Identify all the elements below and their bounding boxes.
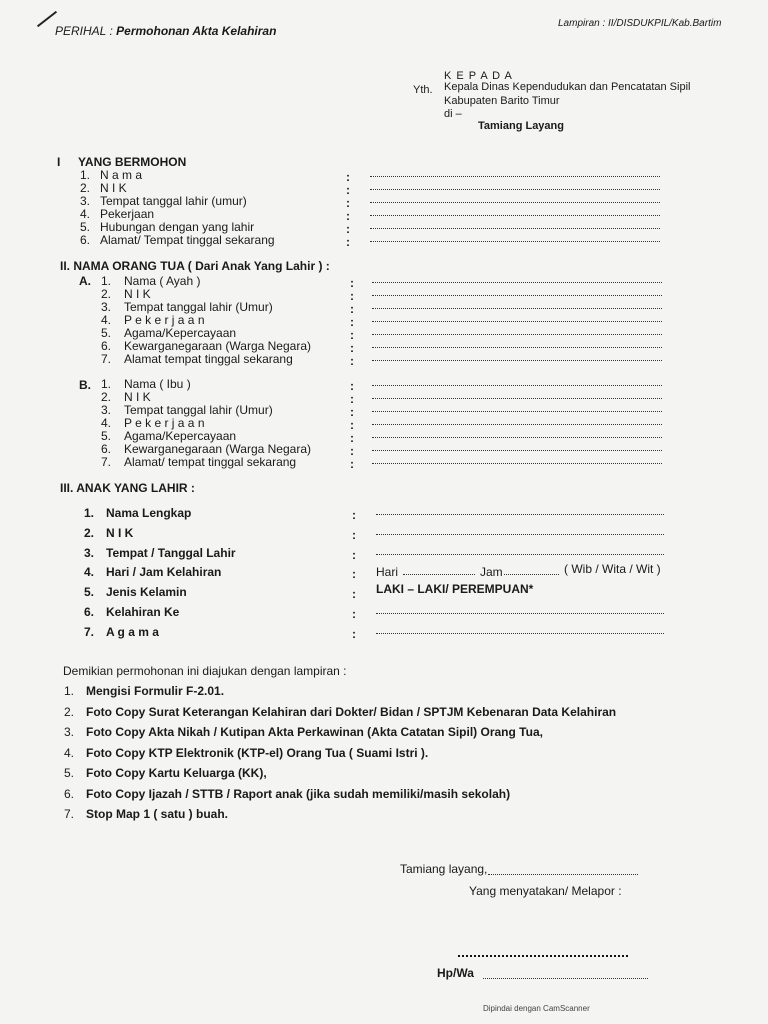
applicant-6-input[interactable] — [370, 241, 660, 242]
yth-label: Yth. — [413, 84, 433, 96]
applicant-1-label: N a m a — [100, 168, 143, 182]
birth-time-input[interactable] — [504, 574, 559, 575]
child-3-label: Tempat / Tanggal Lahir — [106, 545, 236, 560]
child-5-num: 5. — [84, 585, 95, 600]
mother-5-input[interactable] — [372, 437, 662, 438]
colon: : — [346, 222, 350, 236]
attachments-intro: Demikian permohonan ini diajukan dengan lampiran : — [63, 664, 347, 678]
father-4-label: P e k e r j a a n — [124, 313, 205, 327]
father-5-num: 5. — [101, 326, 112, 340]
colon: : — [346, 235, 350, 249]
applicant-6-label: Alamat/ Tempat tinggal sekarang — [100, 233, 275, 247]
attachment-item: Mengisi Formulir F-2.01. — [86, 684, 225, 698]
father-1-label: Nama ( Ayah ) — [124, 274, 201, 288]
colon: : — [352, 567, 356, 582]
colon: : — [352, 527, 356, 542]
child-3-input[interactable] — [376, 554, 664, 555]
applicant-5-label: Hubungan dengan yang lahir — [100, 220, 255, 234]
colon: : — [350, 444, 354, 458]
child-6-input[interactable] — [376, 613, 664, 614]
colon: : — [352, 587, 356, 602]
applicant-3-input[interactable] — [370, 202, 660, 203]
mother-5-num: 5. — [101, 429, 112, 443]
mother-6-num: 6. — [101, 442, 112, 456]
colon: : — [350, 431, 354, 445]
addressee-city: Tamiang Layang — [478, 120, 564, 132]
applicant-4-input[interactable] — [370, 215, 660, 216]
mother-2-input[interactable] — [372, 398, 662, 399]
colon: : — [352, 626, 356, 641]
father-3-num: 3. — [101, 300, 112, 314]
child-3-num: 3. — [84, 545, 95, 560]
applicant-5-input[interactable] — [370, 228, 660, 229]
addressee-line-2: Kabupaten Barito Timur — [444, 95, 560, 107]
colon: : — [350, 289, 354, 303]
attachment-item: Foto Copy Akta Nikah / Kutipan Akta Perkawinan (Akta Catatan Sipil) Orang Tua, — [86, 725, 543, 739]
applicant-2-label: N I K — [100, 181, 127, 195]
attachment-item: Foto Copy Surat Keterangan Kelahiran dari Dokter/ Bidan / SPTJM Kebenaran Data Kelahiran — [86, 704, 617, 719]
colon: : — [346, 196, 350, 210]
addressee-line-3: di – — [444, 108, 462, 120]
father-7-input[interactable] — [372, 360, 662, 361]
child-2-label: N I K — [106, 525, 134, 540]
child-5-label: Jenis Kelamin — [106, 585, 187, 600]
father-3-label: Tempat tanggal lahir (Umur) — [124, 300, 273, 314]
father-6-input[interactable] — [372, 347, 662, 348]
father-4-num: 4. — [101, 313, 112, 327]
attachment-item: Stop Map 1 ( satu ) buah. — [86, 807, 229, 821]
colon: : — [346, 209, 350, 223]
father-5-input[interactable] — [372, 334, 662, 335]
signature-line[interactable] — [458, 955, 628, 957]
attachment-num: 7. — [64, 807, 75, 821]
colon: : — [350, 405, 354, 419]
mother-2-num: 2. — [101, 390, 112, 404]
mother-5-label: Agama/Kepercayaan — [124, 429, 237, 443]
child-7-input[interactable] — [376, 633, 664, 634]
father-2-num: 2. — [101, 287, 112, 301]
perihal-line — [55, 24, 276, 38]
applicant-1-input[interactable] — [370, 176, 660, 177]
applicant-6-num: 6. — [80, 233, 91, 247]
child-1-num: 1. — [84, 506, 95, 520]
group-b-letter: B. — [79, 378, 91, 392]
mother-7-input[interactable] — [372, 463, 662, 464]
colon: : — [346, 170, 350, 184]
child-2-input[interactable] — [376, 534, 664, 535]
mother-3-input[interactable] — [372, 411, 662, 412]
father-2-label: N I K — [124, 287, 151, 301]
colon: : — [352, 508, 356, 522]
mother-3-num: 3. — [101, 403, 112, 417]
mother-6-label: Kewarganegaraan (Warga Negara) — [124, 442, 311, 456]
colon: : — [350, 302, 354, 316]
mother-7-num: 7. — [101, 455, 112, 469]
applicant-3-label: Tempat tanggal lahir (umur) — [100, 194, 247, 208]
father-7-label: Alamat tempat tinggal sekarang — [124, 352, 293, 366]
mother-4-num: 4. — [101, 416, 112, 430]
date-blank[interactable] — [488, 874, 638, 875]
child-1-input[interactable] — [376, 514, 664, 515]
applicant-5-num: 5. — [80, 220, 91, 234]
attachment-num: 6. — [64, 786, 75, 801]
mother-7-label: Alamat/ tempat tinggal sekarang — [124, 455, 297, 469]
colon: : — [350, 354, 354, 368]
mother-3-label: Tempat tanggal lahir (Umur) — [124, 403, 273, 417]
child-4-label: Hari / Jam Kelahiran — [106, 565, 222, 580]
group-a-letter: A. — [79, 274, 91, 288]
father-4-input[interactable] — [372, 321, 662, 322]
child-6-label: Kelahiran Ke — [106, 605, 180, 619]
colon: : — [352, 607, 356, 621]
perihal-label: PERIHAL : — [55, 24, 113, 38]
applicant-2-input[interactable] — [370, 189, 660, 190]
child-2-num: 2. — [84, 525, 95, 540]
attachment-num: 2. — [64, 704, 75, 719]
father-3-input[interactable] — [372, 308, 662, 309]
father-6-label: Kewarganegaraan (Warga Negara) — [124, 339, 311, 353]
colon: : — [352, 547, 356, 562]
mother-1-num: 1. — [101, 377, 112, 391]
attachment-num: 5. — [64, 766, 75, 780]
mother-2-label: N I K — [124, 390, 151, 404]
applicant-2-num: 2. — [80, 181, 91, 195]
applicant-4-label: Pekerjaan — [100, 207, 155, 221]
father-6-num: 6. — [101, 339, 112, 353]
kepada-label: K E P A D A — [444, 70, 513, 82]
attachment-item: Foto Copy Ijazah / STTB / Raport anak (jika sudah memiliki/masih sekolah) — [86, 786, 511, 801]
colon: : — [350, 315, 354, 329]
signature-place: Tamiang layang, — [400, 862, 488, 876]
lampiran-code: Lampiran : II/DISDUKPIL/Kab.Bartim — [558, 18, 722, 29]
gender-options[interactable]: LAKI – LAKI/ PEREMPUAN* — [376, 582, 534, 597]
declarer-label: Yang menyatakan/ Melapor : — [469, 884, 622, 898]
father-2-input[interactable] — [372, 295, 662, 296]
birth-time-label: Jam — [480, 565, 503, 580]
colon: : — [346, 183, 350, 197]
phone-label: Hp/Wa — [437, 966, 474, 980]
perihal-value: Permohonan Akta Kelahiran — [116, 24, 277, 38]
mother-1-input[interactable] — [372, 385, 662, 386]
father-5-label: Agama/Kepercayaan — [124, 326, 237, 340]
mother-4-input[interactable] — [372, 424, 662, 425]
birth-day-input[interactable] — [403, 574, 475, 575]
colon: : — [350, 341, 354, 355]
child-1-label: Nama Lengkap — [106, 506, 192, 520]
section1-number: I — [57, 155, 61, 169]
applicant-3-num: 3. — [80, 194, 91, 208]
child-7-num: 7. — [84, 624, 95, 639]
colon: : — [350, 276, 354, 290]
child-7-label: A g a m a — [106, 624, 159, 639]
birth-day-label: Hari — [376, 565, 399, 580]
attachment-num: 4. — [64, 745, 75, 760]
colon: : — [350, 379, 354, 393]
colon: : — [350, 457, 354, 471]
child-4-num: 4. — [84, 565, 95, 580]
section1-title: YANG BERMOHON — [78, 155, 187, 169]
colon: : — [350, 418, 354, 432]
section3-title: III. ANAK YANG LAHIR : — [60, 481, 195, 495]
addressee-line-1: Kepala Dinas Kependudukan dan Pencatatan Sipil — [444, 81, 691, 93]
scanner-watermark: Dipindai dengan CamScanner — [483, 1004, 590, 1013]
attachment-num: 1. — [64, 684, 75, 698]
mother-1-label: Nama ( Ibu ) — [124, 377, 191, 391]
colon: : — [350, 328, 354, 342]
child-6-num: 6. — [84, 605, 95, 619]
attachment-num: 3. — [64, 725, 75, 739]
mother-6-input[interactable] — [372, 450, 662, 451]
attachment-item: Foto Copy Kartu Keluarga (KK), — [86, 766, 267, 780]
section2-title: II. NAMA ORANG TUA ( Dari Anak Yang Lahir ) : — [60, 259, 330, 273]
father-1-num: 1. — [101, 274, 112, 288]
father-7-num: 7. — [101, 352, 112, 366]
father-1-input[interactable] — [372, 282, 662, 283]
mother-4-label: P e k e r j a a n — [124, 416, 205, 430]
applicant-4-num: 4. — [80, 207, 91, 221]
timezone-options: ( Wib / Wita / Wit ) — [564, 562, 661, 577]
colon: : — [350, 392, 354, 406]
attachment-item: Foto Copy KTP Elektronik (KTP-el) Orang Tua ( Suami Istri ). — [86, 745, 429, 760]
phone-blank[interactable] — [483, 978, 648, 979]
applicant-1-num: 1. — [80, 168, 91, 182]
